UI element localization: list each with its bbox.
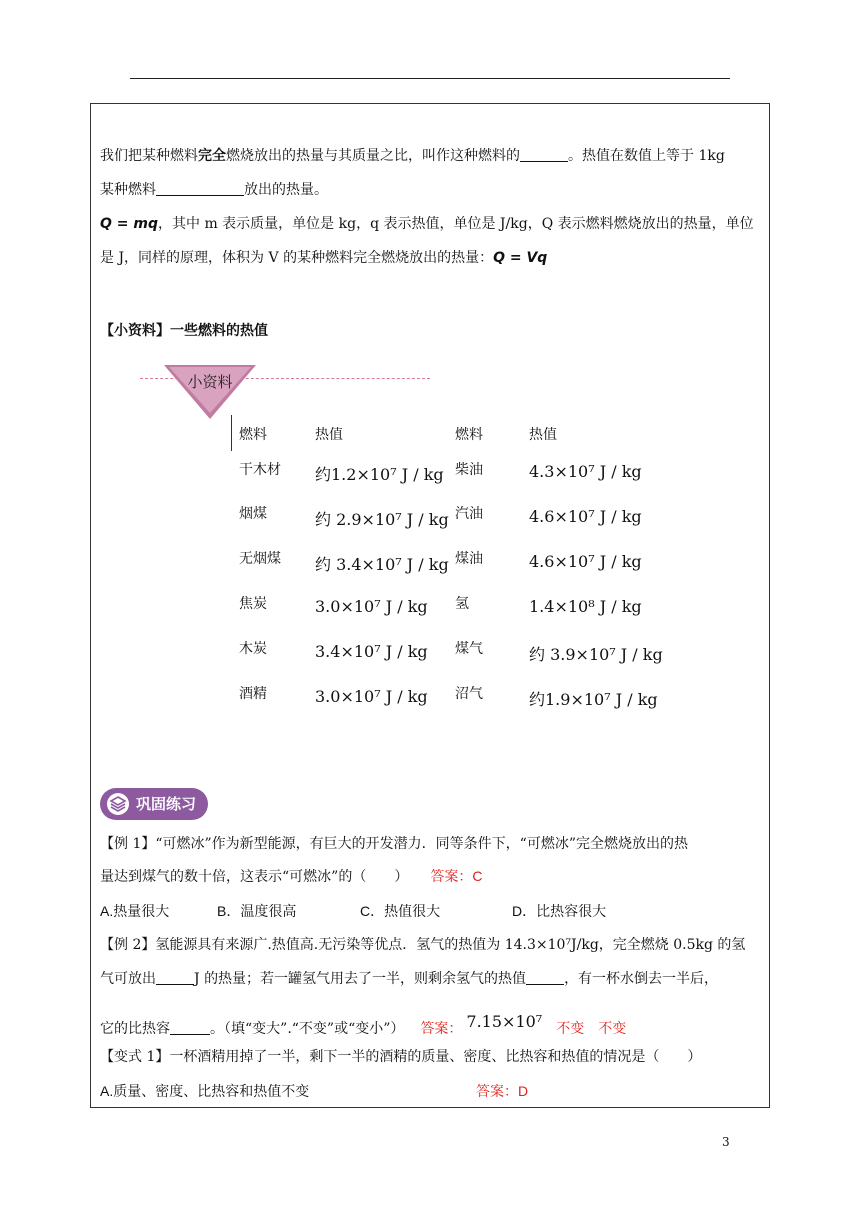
fuel-name: 沼气 [455, 686, 483, 702]
col-header-value-2: 热值 [529, 427, 557, 443]
resource-tag [164, 365, 256, 421]
example1-question: 量达到煤气的数十倍，这表示“可燃冰”的（ ） [100, 869, 409, 885]
fill-blank[interactable] [526, 970, 564, 985]
col-header-value-1: 热值 [315, 427, 343, 443]
intro-text: 是 J，同样的原理，体积为 V 的某种燃料完全燃烧放出的热量： [100, 250, 494, 266]
resource-heading: 【小资料】一些燃料的热值 [100, 323, 268, 339]
practice-badge [100, 788, 208, 820]
variant1-answer: 答案：D [476, 1083, 529, 1099]
fuel-value: 3.0×10⁷ J / kg [315, 687, 428, 706]
option-b[interactable]: B．温度很高 [217, 903, 297, 919]
formula-q-mq: Q = mq [100, 216, 158, 232]
example2-answer-label: 答案： [420, 1020, 463, 1036]
fuel-value: 4.3×10⁷ J / kg [529, 462, 642, 481]
practice-badge-label: 巩固练习 [136, 795, 197, 813]
intro-text: 某种燃料 [100, 182, 156, 198]
intro-text: 燃烧放出的热量与其质量之比，叫作这种燃料的 [226, 148, 520, 164]
intro-line-1 [100, 146, 725, 166]
example2-text: 气可放出 [100, 971, 156, 987]
fill-blank[interactable] [156, 970, 194, 985]
fuel-value: 3.0×10⁷ J / kg [315, 597, 428, 616]
table-left-bar [231, 415, 232, 451]
fuel-value: 约1.2×10⁷ J / kg [315, 465, 444, 484]
fill-blank[interactable] [520, 147, 568, 162]
header-rule [130, 78, 730, 79]
option-a[interactable]: A.热量很大 [100, 903, 170, 919]
formula-q-vq: Q = Vq [493, 250, 548, 266]
fuel-value: 1.4×10⁸ J / kg [529, 597, 642, 616]
example2-text: J 的热量；若一罐氢气用去了一半，则剩余氢气的热值 [194, 971, 527, 987]
fuel-name: 木炭 [239, 641, 267, 657]
example2-line-3 [100, 1012, 626, 1039]
fill-blank[interactable] [156, 181, 244, 196]
intro-text: 放出的热量。 [244, 182, 328, 198]
fuel-name: 汽油 [455, 506, 483, 522]
example2-answer-value: 7.15×10⁷ [466, 1012, 543, 1031]
intro-emphasis: 完全 [198, 148, 226, 164]
example2-line-2 [100, 969, 718, 989]
fill-blank[interactable] [170, 1020, 210, 1035]
example1-line-1: 【例 1】“可燃冰”作为新型能源，有巨大的开发潜力．同等条件下，“可燃冰”完全燃烧放出的热 [100, 836, 688, 852]
example2-text: ，有一杯水倒去一半后， [564, 971, 719, 987]
fuel-value: 约1.9×10⁷ J / kg [529, 690, 658, 709]
intro-line-2 [100, 180, 328, 200]
fuel-name: 柴油 [455, 462, 483, 478]
fuel-value: 约 2.9×10⁷ J / kg [315, 510, 449, 529]
intro-line-4 [100, 248, 547, 268]
page-number: 3 [722, 1135, 730, 1149]
example1-answer: 答案：C [430, 868, 483, 884]
layers-icon [107, 793, 129, 815]
fuel-name: 氢 [455, 596, 469, 612]
example2-text: 。（填“变大”.“不变”或“变小”） [210, 1021, 405, 1037]
fuel-name: 煤油 [455, 551, 483, 567]
fuel-name: 干木材 [239, 462, 281, 478]
fuel-name: 无烟煤 [239, 551, 281, 567]
fuel-name: 焦炭 [239, 596, 267, 612]
variant1-option-a[interactable]: A.质量、密度、比热容和热值不变 [100, 1083, 310, 1099]
fuel-value: 4.6×10⁷ J / kg [529, 507, 642, 526]
example2-answer-rest: 不变 不变 [556, 1021, 627, 1037]
resource-tag-label: 小资料 [187, 373, 233, 391]
variant1-option-a-line [100, 1081, 529, 1102]
fuel-name: 酒精 [239, 686, 267, 702]
option-d[interactable]: D．比热容很大 [512, 903, 607, 919]
intro-text: 。热值在数值上等于 1kg [568, 148, 725, 164]
option-c[interactable]: C．热值很大 [360, 903, 441, 919]
fuel-name: 煤气 [455, 641, 483, 657]
col-header-fuel-1: 燃料 [239, 427, 267, 443]
variant1-line-1: 【变式 1】一杯酒精用掉了一半，剩下一半的酒精的质量、密度、比热容和热值的情况是（ ） [100, 1049, 702, 1065]
fuel-value: 3.4×10⁷ J / kg [315, 642, 428, 661]
fuel-name: 烟煤 [239, 506, 267, 522]
example2-text: 它的比热容 [100, 1021, 170, 1037]
fuel-value: 约 3.4×10⁷ J / kg [315, 555, 449, 574]
intro-text: ，其中 m 表示质量，单位是 kg，q 表示热值，单位是 J/kg，Q 表示燃料燃烧放出的热量，单位 [158, 216, 754, 232]
example2-line-1: 【例 2】氢能源具有来源广.热值高.无污染等优点．氢气的热值为 14.3×10⁷J/kg，完全燃烧 0.5kg 的氢 [100, 937, 746, 953]
col-header-fuel-2: 燃料 [455, 427, 483, 443]
intro-line-3 [100, 214, 754, 234]
example1-line-2 [100, 866, 482, 887]
intro-text: 我们把某种燃料 [100, 148, 198, 164]
fuel-value: 4.6×10⁷ J / kg [529, 552, 642, 571]
fuel-value: 约 3.9×10⁷ J / kg [529, 645, 663, 664]
